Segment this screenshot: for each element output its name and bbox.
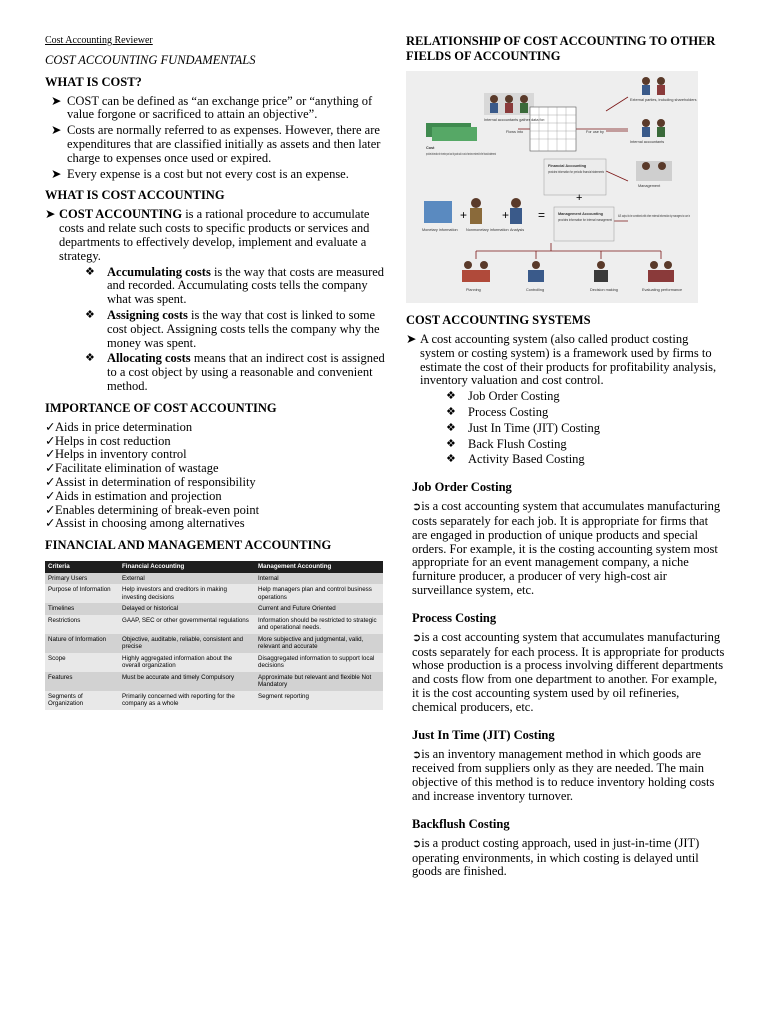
- list-item: [45, 448, 390, 462]
- heading-what-is-cost: WHAT IS COST?: [45, 74, 142, 89]
- label-cost-desc: provides information for inventory and cost of goods sold or cost of services rendered for the financial statements: [426, 152, 497, 156]
- table-cell: Primarily concerned with reporting for the company as a whole: [119, 691, 255, 710]
- analysis-icon: [510, 198, 522, 224]
- list-item: [45, 124, 390, 165]
- check-icon: ✓: [45, 516, 56, 531]
- controlling-icon: [528, 261, 544, 282]
- term-definition: is a rational procedure to accumulate costs and relate such costs to specific products or services and departments to effectively develop, implement and evaluate a strategy.: [59, 207, 370, 263]
- label-fin-acc-desc: provides information for periodic financial statements: [548, 170, 605, 174]
- list-item: [45, 490, 390, 504]
- right-arrow-icon: ➲: [412, 748, 422, 761]
- table-cell: Features: [45, 672, 119, 691]
- list-item: [85, 352, 390, 393]
- label-planning: Planning: [466, 288, 481, 292]
- evaluating-icon: [648, 261, 674, 282]
- list-item-text: Every expense is a cost but not every cost is an expense.: [67, 166, 349, 181]
- equals-operator: =: [538, 208, 546, 222]
- list-item-text: Just In Time (JIT) Costing: [468, 420, 600, 435]
- label-decision: Decision making: [590, 288, 618, 292]
- term-definition: means that an indirect cost is assigned to a cost object by using a reasonable and convenient method.: [107, 351, 385, 393]
- table-cell: Approximate but relevant and flexible Not Mandatory: [255, 672, 383, 691]
- plus-operator: +: [576, 192, 583, 204]
- table-row: [45, 634, 383, 653]
- nonmonetary-info-icon: [470, 198, 482, 224]
- list-item-text: Job Order Costing: [468, 389, 560, 404]
- label-fin-acc: Financial Accounting: [548, 164, 587, 168]
- check-icon: ✓: [45, 474, 56, 489]
- section-title: Job Order Costing: [412, 480, 512, 495]
- list-item-text: COST can be defined as “an exchange price” or “anything of value forgone or sacrificed to attain an objective”.: [67, 93, 373, 122]
- list-item: [45, 462, 390, 476]
- ledger-grid-icon: [530, 107, 576, 151]
- cost-accounting-list: [45, 208, 390, 263]
- section-text: [412, 748, 726, 804]
- costing-sections: [406, 480, 726, 879]
- label-evaluating: Evaluating performance: [642, 288, 683, 292]
- table-cell: Highly aggregated information about the overall organization: [119, 653, 255, 672]
- table-cell: Objective, auditable, reliable, consistent and precise: [119, 634, 255, 653]
- table-cell: Primary Users: [45, 573, 119, 585]
- list-item: [446, 406, 726, 420]
- table-cell: Disaggregated information to support local decisions: [255, 653, 383, 672]
- label-monetary: Monetary information: [422, 228, 458, 232]
- column-header: Criteria: [45, 561, 119, 573]
- table-cell: Must be accurate and timely Compulsory: [119, 672, 255, 691]
- diamond-bullet-icon: ❖: [446, 421, 456, 434]
- term-definition: is the way that cost is linked to some cost object. Assigning costs tells the company why the money was spent.: [107, 307, 380, 350]
- table-header-row: [45, 561, 383, 573]
- table-cell: Segments of Organization: [45, 691, 119, 710]
- accountants-figure-icon: [484, 93, 534, 115]
- check-icon: ✓: [45, 488, 56, 503]
- importance-list: [45, 421, 390, 531]
- heading-fin-mgmt: FINANCIAL AND MANAGEMENT ACCOUNTING: [45, 538, 332, 553]
- right-arrow-icon: ➲: [412, 837, 422, 850]
- list-item: [446, 438, 726, 452]
- list-item: [45, 421, 390, 435]
- what-is-cost-list: [45, 95, 390, 182]
- heading-relationship: RELATIONSHIP OF COST ACCOUNTING TO OTHER FIELDS OF ACCOUNTING: [406, 34, 716, 63]
- table-cell: Purpose of Information: [45, 584, 119, 603]
- arrow-bullet-icon: ➤: [406, 332, 417, 346]
- systems-types-list: [406, 390, 726, 467]
- list-item: [446, 422, 726, 436]
- diamond-bullet-icon: ❖: [446, 437, 456, 450]
- label-mgmt-acc: Management Accounting: [558, 212, 604, 216]
- diamond-bullet-icon: ❖: [446, 453, 456, 466]
- column-header: Management Accounting: [255, 561, 383, 573]
- right-column: [406, 34, 726, 879]
- label-ais: AIS output to be combined with other external information by managers to use in: [618, 214, 690, 218]
- table-cell: Scope: [45, 653, 119, 672]
- list-item: [45, 504, 390, 518]
- diamond-bullet-icon: ❖: [85, 265, 95, 278]
- section-body: is a product costing approach, used in just-in-time (JIT) operating environments, in which costing is delayed until goods are finished.: [412, 835, 700, 879]
- list-item: [406, 333, 726, 388]
- systems-intro-list: [406, 333, 726, 388]
- table-cell: Help investors and creditors in making investing decisions: [119, 584, 255, 603]
- table-row: [45, 672, 383, 691]
- check-icon: ✓: [45, 419, 56, 434]
- column-header: Financial Accounting: [119, 561, 255, 573]
- list-item-text: Aids in price determination: [55, 419, 193, 434]
- monetary-info-icon: [424, 201, 452, 223]
- table-cell: Delayed or historical: [119, 603, 255, 615]
- term-bold: Accumulating costs: [107, 264, 211, 279]
- table-cell: GAAP, SEC or other governmental regulations: [119, 615, 255, 634]
- arrow-bullet-icon: ➤: [51, 93, 62, 108]
- heading-what-is-cost-accounting: WHAT IS COST ACCOUNTING: [45, 188, 225, 203]
- label-flows-into: Flows into: [506, 130, 524, 134]
- arrow-bullet-icon: ➤: [51, 166, 62, 181]
- label-controlling: Controlling: [526, 288, 545, 292]
- list-item: [45, 208, 390, 263]
- list-item-text: Back Flush Costing: [468, 436, 567, 451]
- table-cell: Current and Future Oriented: [255, 603, 383, 615]
- table-cell: Information should be restricted to strategic and operational needs.: [255, 615, 383, 634]
- section-text: [412, 500, 726, 598]
- right-arrow-icon: ➲: [412, 501, 422, 514]
- document-subtitle: COST ACCOUNTING FUNDAMENTALS: [45, 52, 256, 67]
- systems-intro-text: A cost accounting system (also called product costing system or costing system) is a framework used by firms to estimate the cost of their products for profitability analysis, inventory valuation and cost control.: [420, 332, 717, 388]
- table-cell: Timelines: [45, 603, 119, 615]
- section-title: Process Costing: [412, 610, 497, 625]
- term-bold: Assigning costs: [107, 307, 188, 322]
- section-body: is a cost accounting system that accumulates manufacturing costs separately for each process. It is appropriate for products whose production is a process involving different departments and costs flow from one department to another. For example, it is the cost accounting system used by oil refineries, chemical producers, etc.: [412, 629, 725, 714]
- list-item: [446, 453, 726, 467]
- arrow-bullet-icon: ➤: [45, 207, 56, 222]
- label-management: Management: [638, 184, 661, 188]
- cost-accounting-sublist: [45, 266, 390, 394]
- list-item: [45, 435, 390, 449]
- list-item-text: Costs are normally referred to as expenses. However, there are expenditures that are classified initially as assets and then later charge to expenses once used or expired.: [67, 123, 381, 165]
- heading-importance: IMPORTANCE OF COST ACCOUNTING: [45, 400, 277, 415]
- table-row: [45, 653, 383, 672]
- planning-icon: [462, 261, 490, 282]
- list-item-text: Assist in determination of responsibility: [55, 474, 256, 489]
- list-item: [85, 309, 390, 350]
- table-cell: Nature of Information: [45, 634, 119, 653]
- section-title: Just In Time (JIT) Costing: [412, 727, 555, 742]
- check-icon: ✓: [45, 461, 56, 476]
- list-item-text: Enables determining of break-even point: [55, 502, 260, 517]
- diamond-bullet-icon: ❖: [85, 308, 95, 321]
- list-item: [45, 517, 390, 531]
- label-external: External parties, including shareholders: [630, 98, 697, 102]
- arrow-bullet-icon: ➤: [51, 123, 62, 138]
- list-item: [85, 266, 390, 307]
- list-item: [45, 168, 390, 182]
- table-cell: Internal: [255, 573, 383, 585]
- comparison-table: [45, 561, 383, 710]
- list-item-text: Aids in estimation and projection: [55, 488, 222, 503]
- term-bold: COST ACCOUNTING: [59, 207, 183, 222]
- decision-icon: [594, 261, 608, 282]
- table-row: [45, 573, 383, 585]
- label-internal-accountants: Internal accountants: [630, 140, 665, 144]
- list-item: [45, 95, 390, 123]
- relationship-diagram: [406, 71, 698, 303]
- check-icon: ✓: [45, 447, 56, 462]
- list-item-text: Activity Based Costing: [468, 452, 585, 467]
- list-item-text: Facilitate elimination of wastage: [55, 461, 219, 476]
- table-cell: Help managers plan and control business operations: [255, 584, 383, 603]
- money-stack-icon: [426, 123, 477, 141]
- term-definition: is the way that costs are measured and recorded. Accumulating costs tells the company what was spent.: [107, 264, 385, 307]
- plus-operator: +: [502, 208, 510, 222]
- heading-systems: COST ACCOUNTING SYSTEMS: [406, 313, 591, 327]
- term-bold: Allocating costs: [107, 351, 191, 366]
- left-column: [45, 34, 390, 710]
- section-body: is an inventory management method in which goods are received from suppliers only as they are needed. The main objective of this method is to reduce inventory holding costs and increase inventory turnover.: [412, 746, 715, 803]
- diamond-bullet-icon: ❖: [446, 390, 456, 403]
- section-text: [412, 837, 726, 879]
- list-item-text: Helps in inventory control: [55, 447, 187, 462]
- section-title: Backflush Costing: [412, 816, 510, 831]
- external-parties-icon: [642, 77, 665, 95]
- label-for-use-by: For use by: [586, 130, 604, 134]
- list-item: [45, 476, 390, 490]
- list-item-text: Process Costing: [468, 404, 549, 419]
- table-cell: More subjective and judgmental, valid, relevant and accurate: [255, 634, 383, 653]
- list-item-text: Assist in choosing among alternatives: [55, 516, 245, 531]
- diamond-bullet-icon: ❖: [85, 352, 95, 365]
- management-icon: [636, 161, 672, 181]
- table-cell: External: [119, 573, 255, 585]
- label-nonmonetary: Nonmonetary information: [466, 228, 509, 232]
- right-arrow-icon: ➲: [412, 631, 422, 644]
- section-body: is a cost accounting system that accumulates manufacturing costs separately for each job. It is appropriate for firms that are engaged in production of unique products and special orders. For example, it is the costing accounting system most appropriate for an event management company, a niche furniture producer, a producer of very high-cost air surveillance system, etc.: [412, 499, 721, 597]
- table-row: [45, 691, 383, 710]
- list-item-text: Helps in cost reduction: [55, 433, 171, 448]
- section-text: [412, 631, 726, 715]
- systems-section: [406, 313, 726, 467]
- list-item: [446, 390, 726, 404]
- diagram-svg: [406, 71, 698, 303]
- table-cell: Segment reporting: [255, 691, 383, 710]
- label-internal-acc: Internal accountants gather data for:: [484, 118, 546, 122]
- check-icon: ✓: [45, 433, 56, 448]
- check-icon: ✓: [45, 502, 56, 517]
- running-title: Cost Accounting Reviewer: [45, 35, 153, 46]
- table-row: [45, 584, 383, 603]
- diamond-bullet-icon: ❖: [446, 405, 456, 418]
- label-cost: Cost: [426, 146, 435, 150]
- label-analysis: Analysis: [510, 228, 525, 232]
- table-cell: Restrictions: [45, 615, 119, 634]
- label-mgmt-acc-desc: provides information for internal management: [558, 218, 613, 222]
- internal-accountants-icon: [642, 119, 665, 137]
- table-row: [45, 603, 383, 615]
- table-row: [45, 615, 383, 634]
- plus-operator: +: [460, 208, 468, 222]
